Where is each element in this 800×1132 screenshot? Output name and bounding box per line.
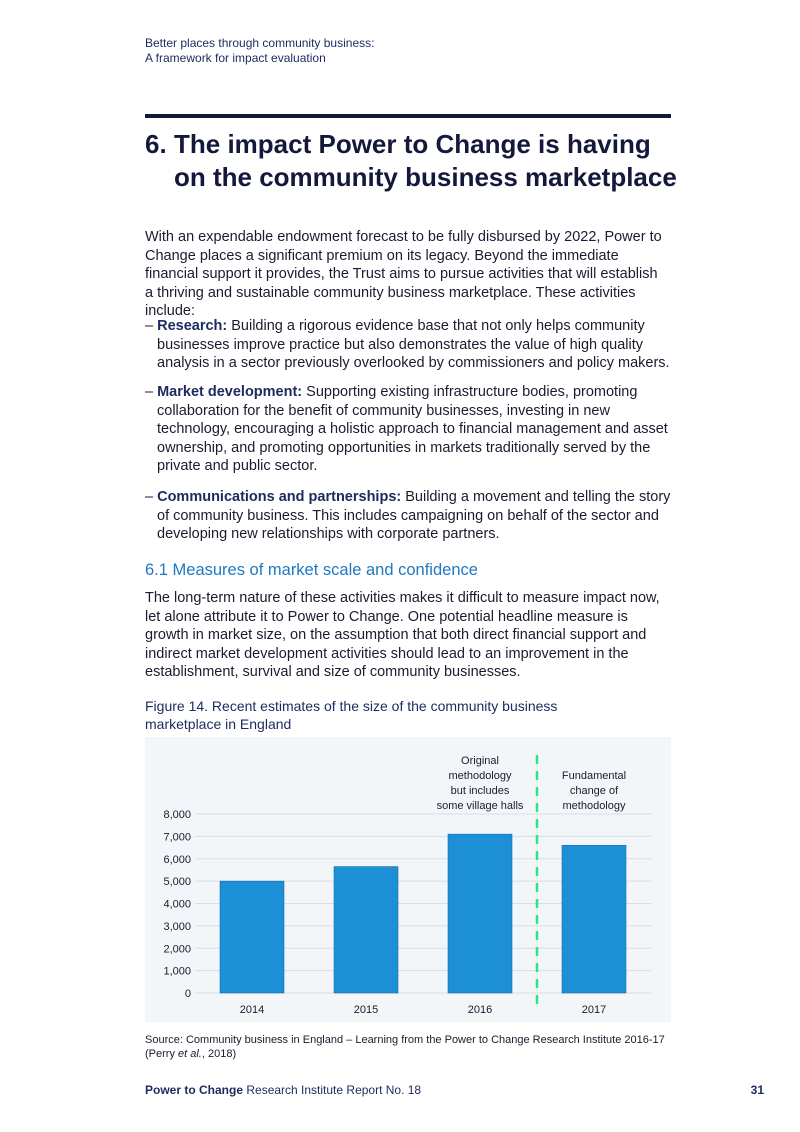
source-italic: et al. <box>178 1048 202 1060</box>
bar-chart-svg <box>145 737 671 1022</box>
annotation-line: methodology <box>448 770 512 782</box>
y-tick-label: 4,000 <box>163 898 191 911</box>
source-suffix: , 2018) <box>201 1048 237 1060</box>
section-number: 6. <box>145 129 167 159</box>
bullet-communications: – Communications and partnerships: Building a movement and telling the story of community business. This includes campaigning on behalf of the sector and developing new relationships with corporate partners. <box>145 489 671 542</box>
bullet-research-text: Building a rigorous evidence base that not only helps community businesses improve practice but also demonstrates the value of high quality analysis in a sector previously overlooked by commissioners and policy makers. <box>157 318 670 371</box>
y-tick-label: 7,000 <box>163 831 191 844</box>
x-tick-label: 2016 <box>467 1004 493 1016</box>
page-number: 31 <box>750 1083 764 1097</box>
running-header-line-2: A framework for impact evaluation <box>145 51 326 65</box>
bar-2015 <box>334 867 398 993</box>
source-prefix: Source: Community business in England – Learning from the Power to Change Research Institute 2016-17 (Perry <box>145 1034 665 1060</box>
subsection-paragraph: The long-term nature of these activities makes it difficult to measure impact now, let alone attribute it to Power to Change. One potential headline measure is growth in market size, on the assumption that both direct financial support and indirect market development activities should lead to an improvement in the establishment, survival and size of community businesses. <box>145 590 660 680</box>
annotation-line: but includes <box>450 785 510 797</box>
bullet-market-development-lead: Market development: <box>157 384 303 400</box>
section-title-line-2: on the community business marketplace <box>174 162 677 192</box>
page-footer <box>145 1083 421 1097</box>
annotation-line: Original <box>461 755 499 767</box>
x-tick-label: 2015 <box>353 1004 379 1016</box>
y-tick-label: 3,000 <box>163 920 191 933</box>
annotation-line: change of <box>569 785 619 797</box>
x-tick-label: 2014 <box>239 1004 265 1016</box>
figure-caption-line-2: marketplace in England <box>145 716 292 732</box>
bar-2016 <box>448 834 512 993</box>
intro-paragraph: With an expendable endowment forecast to be fully disbursed by 2022, Power to Change places a significant premium on its legacy. Beyond the immediate financial support it provides, the Trust aims to pursue activities that will establish a thriving and sustainable community business marketplace. These activities include: <box>145 229 662 319</box>
running-header-line-1: Better places through community business: <box>145 36 375 50</box>
bullet-research: – Research: Building a rigorous evidence base that not only helps community businesses improve practice but also demonstrates the value of high quality analysis in a sector previously overlooked by commissioners and policy makers. <box>145 318 670 371</box>
bar-chart <box>145 737 671 1022</box>
bar-2014 <box>220 881 284 993</box>
figure-source <box>145 1033 675 1061</box>
y-tick-label: 2,000 <box>163 943 191 956</box>
y-tick-label: 0 <box>184 988 191 1000</box>
y-tick-label: 6,000 <box>163 853 191 866</box>
section-title-line-1: The impact Power to Change is having <box>174 129 651 159</box>
y-tick-label: 1,000 <box>163 965 191 978</box>
bar-2017 <box>562 845 626 993</box>
bullet-market-development: – Market development: Supporting existing infrastructure bodies, promoting collaboration for the benefit of community businesses, investing in new technology, encouraging a holistic approach to financial management and asset ownership, and promoting opportunities in markets traditionally served by the private and public sector. <box>145 384 668 474</box>
section-title <box>145 128 705 194</box>
bullet-communications-lead: Communications and partnerships: <box>157 489 402 505</box>
y-tick-label: 8,000 <box>163 809 191 821</box>
bullet-research-lead: Research: <box>157 318 228 334</box>
footer-brand: Power to Change <box>145 1083 244 1097</box>
annotation-line: some village halls <box>436 800 524 812</box>
header-rule <box>145 114 671 118</box>
annotation-line: methodology <box>562 800 626 812</box>
subsection-title: 6.1 Measures of market scale and confidence <box>145 561 478 579</box>
bullet-communications-text: Building a movement and telling the story of community business. This includes campaigning on behalf of the sector and developing new relationships with corporate partners. <box>157 489 671 542</box>
footer-report-title: Research Institute Report No. 18 <box>243 1083 422 1097</box>
x-tick-label: 2017 <box>581 1004 607 1016</box>
bullet-market-development-text: Supporting existing infrastructure bodies, promoting collaboration for the benefit of community businesses, investing in new technology, encouraging a holistic approach to financial management and asset ownership, and promoting opportunities in markets traditionally served by the private and public sector. <box>157 384 668 474</box>
figure-caption <box>145 697 605 733</box>
y-tick-label: 5,000 <box>163 876 191 889</box>
running-header <box>145 36 374 66</box>
annotation-line: Fundamental <box>561 770 627 782</box>
figure-caption-line-1: Figure 14. Recent estimates of the size of the community business <box>145 698 558 714</box>
